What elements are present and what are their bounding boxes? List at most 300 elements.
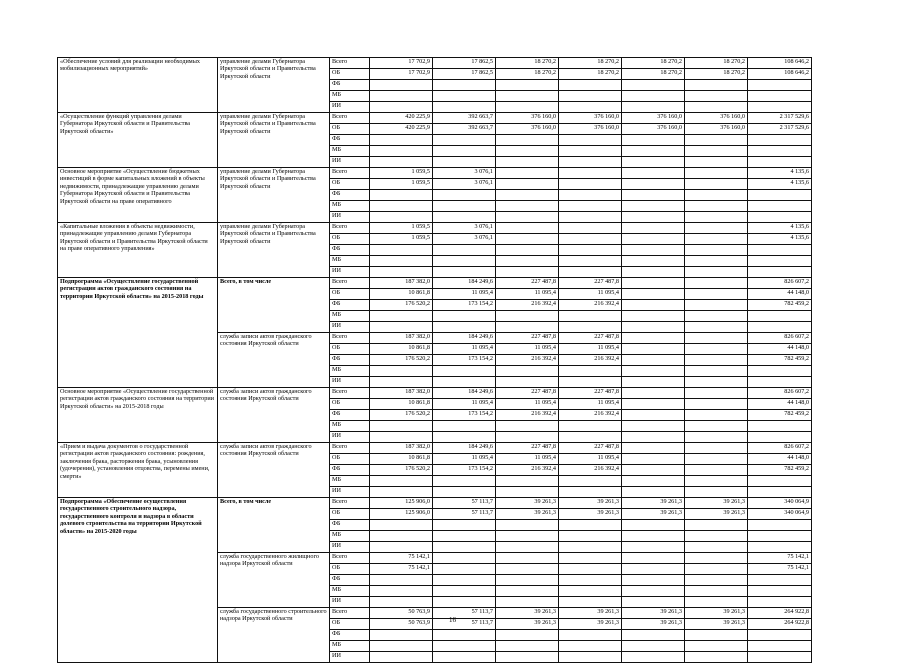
total-value-cell: 75 142,1	[748, 564, 812, 575]
year-value-cell	[685, 91, 748, 102]
year-value-cell	[685, 575, 748, 586]
year-value-cell: 11 095,4	[496, 454, 559, 465]
year-value-cell	[622, 520, 685, 531]
year-value-cell	[685, 630, 748, 641]
year-value-cell: 57 113,7	[433, 509, 496, 520]
year-value-cell: 17 862,5	[433, 58, 496, 69]
year-value-cell	[496, 564, 559, 575]
year-value-cell	[622, 421, 685, 432]
year-value-cell: 75 142,1	[370, 553, 433, 564]
year-value-cell: 39 261,3	[559, 608, 622, 619]
year-value-cell	[433, 91, 496, 102]
year-value-cell	[433, 80, 496, 91]
year-value-cell	[559, 476, 622, 487]
year-value-cell	[496, 212, 559, 223]
funding-source-cell: ФБ	[330, 355, 370, 366]
funding-source-cell: ФБ	[330, 465, 370, 476]
year-value-cell	[370, 531, 433, 542]
year-value-cell: 39 261,3	[685, 498, 748, 509]
program-name-cell: «Осуществление функций управления делами Губернатора Иркутской области и Правительства Иркутской области»	[58, 113, 218, 168]
total-value-cell: 782 459,2	[748, 465, 812, 476]
year-value-cell	[559, 421, 622, 432]
document-page	[57, 57, 811, 663]
year-value-cell: 184 249,6	[433, 388, 496, 399]
year-value-cell	[559, 586, 622, 597]
year-value-cell: 376 160,0	[685, 113, 748, 124]
total-value-cell	[748, 157, 812, 168]
total-value-cell: 264 922,8	[748, 619, 812, 630]
total-value-cell: 4 135,6	[748, 234, 812, 245]
table-row	[58, 443, 812, 454]
year-value-cell	[622, 245, 685, 256]
year-value-cell	[622, 553, 685, 564]
total-value-cell	[748, 630, 812, 641]
year-value-cell	[496, 476, 559, 487]
year-value-cell	[559, 432, 622, 443]
year-value-cell	[370, 322, 433, 333]
year-value-cell	[559, 564, 622, 575]
year-value-cell	[559, 366, 622, 377]
year-value-cell: 10 861,8	[370, 289, 433, 300]
year-value-cell	[685, 157, 748, 168]
year-value-cell	[433, 597, 496, 608]
program-name-cell: «Прием и выдача документов о государственной регистрации актов гражданского состояния: рождения, заключения брака, расторжения брака, усыновления (удочерения), установления отцовства, перемены имени, смерти»	[58, 443, 218, 498]
total-value-cell	[748, 102, 812, 113]
funding-source-cell: ОБ	[330, 399, 370, 410]
year-value-cell	[370, 520, 433, 531]
year-value-cell	[685, 245, 748, 256]
year-value-cell	[685, 344, 748, 355]
program-name-cell: «Обеспечение условий для реализации необходимых мобилизационных мероприятий»	[58, 58, 218, 113]
total-value-cell: 2 317 529,6	[748, 113, 812, 124]
year-value-cell	[685, 366, 748, 377]
executor-cell: управление делами Губернатора Иркутской области и Правительства Иркутской области	[218, 58, 330, 113]
year-value-cell: 184 249,6	[433, 333, 496, 344]
year-value-cell: 39 261,3	[496, 498, 559, 509]
total-value-cell: 4 135,6	[748, 168, 812, 179]
year-value-cell	[622, 311, 685, 322]
year-value-cell	[559, 487, 622, 498]
funding-source-cell: ФБ	[330, 300, 370, 311]
year-value-cell	[685, 520, 748, 531]
total-value-cell	[748, 652, 812, 663]
total-value-cell: 826 607,2	[748, 333, 812, 344]
total-value-cell	[748, 201, 812, 212]
year-value-cell	[433, 564, 496, 575]
year-value-cell	[685, 234, 748, 245]
year-value-cell: 227 487,8	[559, 278, 622, 289]
year-value-cell	[370, 157, 433, 168]
year-value-cell: 125 906,0	[370, 509, 433, 520]
total-value-cell	[748, 597, 812, 608]
year-value-cell	[496, 586, 559, 597]
year-value-cell: 376 160,0	[559, 113, 622, 124]
year-value-cell	[433, 311, 496, 322]
funding-source-cell: ОБ	[330, 69, 370, 80]
year-value-cell: 11 095,4	[433, 344, 496, 355]
year-value-cell	[685, 421, 748, 432]
year-value-cell	[433, 146, 496, 157]
year-value-cell	[685, 135, 748, 146]
total-value-cell	[748, 146, 812, 157]
year-value-cell: 227 487,8	[559, 333, 622, 344]
year-value-cell	[685, 553, 748, 564]
year-value-cell: 18 270,2	[559, 58, 622, 69]
year-value-cell: 187 382,0	[370, 443, 433, 454]
total-value-cell	[748, 432, 812, 443]
year-value-cell: 184 249,6	[433, 443, 496, 454]
year-value-cell: 187 382,0	[370, 388, 433, 399]
year-value-cell: 39 261,3	[559, 498, 622, 509]
year-value-cell	[622, 586, 685, 597]
year-value-cell	[496, 190, 559, 201]
year-value-cell	[622, 223, 685, 234]
year-value-cell	[559, 157, 622, 168]
year-value-cell	[370, 377, 433, 388]
year-value-cell	[433, 212, 496, 223]
year-value-cell	[559, 223, 622, 234]
program-name-cell: Основное мероприятие «Осуществление бюджетных инвестиций в форме капитальных вложений в объекты недвижимости, принадлежащие управлению делами Губернатора Иркутской области и Правительства Иркутской области на праве оперативного	[58, 168, 218, 223]
year-value-cell	[559, 641, 622, 652]
year-value-cell	[622, 652, 685, 663]
year-value-cell	[622, 344, 685, 355]
year-value-cell	[622, 333, 685, 344]
year-value-cell	[433, 366, 496, 377]
year-value-cell	[496, 223, 559, 234]
year-value-cell	[496, 234, 559, 245]
year-value-cell	[433, 630, 496, 641]
total-value-cell	[748, 421, 812, 432]
year-value-cell: 57 113,7	[433, 608, 496, 619]
funding-source-cell: ОБ	[330, 509, 370, 520]
funding-source-cell: Всего	[330, 498, 370, 509]
year-value-cell	[433, 553, 496, 564]
year-value-cell	[496, 575, 559, 586]
year-value-cell	[496, 652, 559, 663]
executor-cell: управление делами Губернатора Иркутской области и Правительства Иркутской области	[218, 223, 330, 278]
year-value-cell	[370, 630, 433, 641]
year-value-cell: 11 095,4	[496, 289, 559, 300]
year-value-cell	[622, 476, 685, 487]
total-value-cell: 264 922,8	[748, 608, 812, 619]
year-value-cell	[496, 597, 559, 608]
year-value-cell	[559, 630, 622, 641]
funding-source-cell: ИИ	[330, 267, 370, 278]
total-value-cell	[748, 80, 812, 91]
year-value-cell	[685, 410, 748, 421]
year-value-cell	[559, 256, 622, 267]
year-value-cell: 227 487,8	[496, 278, 559, 289]
year-value-cell: 1 059,5	[370, 234, 433, 245]
year-value-cell	[370, 542, 433, 553]
year-value-cell: 216 392,4	[559, 300, 622, 311]
funding-source-cell: ФБ	[330, 520, 370, 531]
year-value-cell	[433, 520, 496, 531]
year-value-cell: 11 095,4	[559, 399, 622, 410]
year-value-cell	[622, 399, 685, 410]
year-value-cell	[496, 179, 559, 190]
funding-source-cell: ИИ	[330, 102, 370, 113]
year-value-cell	[433, 245, 496, 256]
year-value-cell: 227 487,8	[496, 388, 559, 399]
funding-source-cell: Всего	[330, 388, 370, 399]
funding-source-cell: ИИ	[330, 157, 370, 168]
total-value-cell: 4 135,6	[748, 223, 812, 234]
year-value-cell: 11 095,4	[559, 289, 622, 300]
year-value-cell	[685, 597, 748, 608]
total-value-cell: 782 459,2	[748, 410, 812, 421]
table-row	[58, 498, 812, 509]
year-value-cell: 11 095,4	[433, 399, 496, 410]
year-value-cell: 376 160,0	[559, 124, 622, 135]
table-body	[58, 58, 812, 663]
year-value-cell: 216 392,4	[496, 355, 559, 366]
year-value-cell: 173 154,2	[433, 300, 496, 311]
year-value-cell: 216 392,4	[496, 465, 559, 476]
funding-source-cell: Всего	[330, 443, 370, 454]
total-value-cell	[748, 586, 812, 597]
year-value-cell: 420 225,9	[370, 124, 433, 135]
year-value-cell	[433, 575, 496, 586]
year-value-cell	[559, 80, 622, 91]
year-value-cell: 216 392,4	[559, 410, 622, 421]
year-value-cell: 18 270,2	[685, 69, 748, 80]
total-value-cell	[748, 366, 812, 377]
year-value-cell	[685, 333, 748, 344]
year-value-cell	[370, 245, 433, 256]
total-value-cell	[748, 377, 812, 388]
year-value-cell	[559, 597, 622, 608]
year-value-cell	[433, 102, 496, 113]
year-value-cell	[496, 267, 559, 278]
year-value-cell	[496, 531, 559, 542]
year-value-cell	[622, 487, 685, 498]
year-value-cell	[496, 157, 559, 168]
year-value-cell: 18 270,2	[622, 69, 685, 80]
year-value-cell	[622, 201, 685, 212]
total-value-cell	[748, 91, 812, 102]
total-value-cell	[748, 487, 812, 498]
year-value-cell	[433, 190, 496, 201]
funding-source-cell: ФБ	[330, 245, 370, 256]
year-value-cell: 187 382,0	[370, 278, 433, 289]
year-value-cell	[685, 267, 748, 278]
year-value-cell	[685, 146, 748, 157]
year-value-cell	[622, 432, 685, 443]
year-value-cell	[685, 179, 748, 190]
year-value-cell	[685, 388, 748, 399]
program-name-cell: Основное мероприятие «Осуществление государственной регистрации актов гражданского состояния на территории Иркутской области» на 2015-2018 годы	[58, 388, 218, 443]
total-value-cell: 782 459,2	[748, 355, 812, 366]
year-value-cell	[559, 377, 622, 388]
year-value-cell	[370, 476, 433, 487]
funding-source-cell: ОБ	[330, 234, 370, 245]
total-value-cell	[748, 311, 812, 322]
executor-cell: служба государственного строительного надзора Иркутской области	[218, 608, 330, 663]
year-value-cell	[433, 322, 496, 333]
year-value-cell: 392 663,7	[433, 113, 496, 124]
total-value-cell: 44 148,0	[748, 454, 812, 465]
year-value-cell	[559, 212, 622, 223]
year-value-cell	[559, 234, 622, 245]
funding-source-cell: ОБ	[330, 289, 370, 300]
total-value-cell	[748, 245, 812, 256]
year-value-cell	[370, 267, 433, 278]
year-value-cell	[559, 652, 622, 663]
executor-cell: служба записи актов гражданского состояния Иркутской области	[218, 333, 330, 388]
total-value-cell: 75 142,1	[748, 553, 812, 564]
year-value-cell: 18 270,2	[559, 69, 622, 80]
year-value-cell	[622, 355, 685, 366]
year-value-cell	[685, 80, 748, 91]
table-row	[58, 168, 812, 179]
funding-source-cell: МБ	[330, 531, 370, 542]
year-value-cell	[622, 234, 685, 245]
year-value-cell: 376 160,0	[496, 113, 559, 124]
year-value-cell	[559, 575, 622, 586]
funding-source-cell: ФБ	[330, 190, 370, 201]
program-name-cell: «Капитальные вложения в объекты недвижимости, принадлежащие управлению делами Губернатора Иркутской области и Правительства Иркутской области на праве оперативного управления»	[58, 223, 218, 278]
year-value-cell	[433, 377, 496, 388]
year-value-cell: 11 095,4	[496, 344, 559, 355]
executor-cell: служба записи актов гражданского состояния Иркутской области	[218, 388, 330, 443]
year-value-cell: 3 076,1	[433, 234, 496, 245]
year-value-cell	[496, 487, 559, 498]
year-value-cell	[370, 80, 433, 91]
year-value-cell	[559, 267, 622, 278]
year-value-cell: 39 261,3	[685, 608, 748, 619]
year-value-cell	[433, 531, 496, 542]
year-value-cell	[496, 553, 559, 564]
year-value-cell	[685, 168, 748, 179]
table-row	[58, 388, 812, 399]
year-value-cell	[622, 454, 685, 465]
year-value-cell	[685, 256, 748, 267]
year-value-cell	[496, 146, 559, 157]
total-value-cell	[748, 135, 812, 146]
year-value-cell	[685, 564, 748, 575]
year-value-cell	[685, 355, 748, 366]
year-value-cell	[685, 542, 748, 553]
funding-source-cell: ИИ	[330, 377, 370, 388]
year-value-cell	[622, 157, 685, 168]
year-value-cell	[370, 487, 433, 498]
year-value-cell	[685, 377, 748, 388]
year-value-cell	[559, 531, 622, 542]
total-value-cell: 826 607,2	[748, 278, 812, 289]
year-value-cell: 1 059,5	[370, 168, 433, 179]
funding-source-cell: Всего	[330, 58, 370, 69]
year-value-cell	[622, 102, 685, 113]
year-value-cell	[622, 179, 685, 190]
funding-source-cell: МБ	[330, 421, 370, 432]
year-value-cell	[622, 256, 685, 267]
executor-cell: служба записи актов гражданского состояния Иркутской области	[218, 443, 330, 498]
year-value-cell: 39 261,3	[685, 619, 748, 630]
funding-source-cell: Всего	[330, 333, 370, 344]
year-value-cell	[559, 135, 622, 146]
year-value-cell	[622, 135, 685, 146]
funding-source-cell: ИИ	[330, 652, 370, 663]
year-value-cell	[622, 80, 685, 91]
year-value-cell	[559, 102, 622, 113]
executor-cell: управление делами Губернатора Иркутской области и Правительства Иркутской области	[218, 168, 330, 223]
total-value-cell	[748, 212, 812, 223]
funding-source-cell: Всего	[330, 113, 370, 124]
year-value-cell: 376 160,0	[622, 124, 685, 135]
funding-source-cell: ОБ	[330, 454, 370, 465]
year-value-cell	[370, 597, 433, 608]
year-value-cell: 50 763,9	[370, 619, 433, 630]
year-value-cell	[433, 421, 496, 432]
year-value-cell: 173 154,2	[433, 355, 496, 366]
page-number: 16	[449, 616, 456, 624]
year-value-cell	[559, 91, 622, 102]
year-value-cell: 125 906,0	[370, 498, 433, 509]
year-value-cell	[685, 454, 748, 465]
year-value-cell	[622, 465, 685, 476]
year-value-cell	[622, 531, 685, 542]
executor-cell: Всего, в том числе	[218, 278, 330, 333]
funding-source-cell: ФБ	[330, 410, 370, 421]
funding-source-cell: ОБ	[330, 564, 370, 575]
year-value-cell	[370, 102, 433, 113]
year-value-cell	[685, 443, 748, 454]
funding-source-cell: ИИ	[330, 322, 370, 333]
year-value-cell: 11 095,4	[559, 454, 622, 465]
year-value-cell	[370, 146, 433, 157]
year-value-cell	[685, 322, 748, 333]
year-value-cell	[559, 201, 622, 212]
year-value-cell	[559, 311, 622, 322]
year-value-cell: 39 261,3	[685, 509, 748, 520]
year-value-cell: 216 392,4	[559, 355, 622, 366]
total-value-cell	[748, 322, 812, 333]
funding-source-cell: МБ	[330, 586, 370, 597]
year-value-cell	[496, 256, 559, 267]
year-value-cell	[685, 476, 748, 487]
year-value-cell	[622, 300, 685, 311]
year-value-cell: 11 095,4	[433, 454, 496, 465]
year-value-cell: 17 702,9	[370, 69, 433, 80]
year-value-cell	[622, 641, 685, 652]
year-value-cell	[433, 641, 496, 652]
year-value-cell	[496, 366, 559, 377]
total-value-cell: 108 646,2	[748, 58, 812, 69]
year-value-cell: 227 487,8	[559, 388, 622, 399]
year-value-cell: 3 076,1	[433, 179, 496, 190]
year-value-cell	[622, 377, 685, 388]
year-value-cell	[370, 421, 433, 432]
year-value-cell	[496, 91, 559, 102]
year-value-cell	[622, 575, 685, 586]
total-value-cell: 44 148,0	[748, 289, 812, 300]
year-value-cell	[622, 388, 685, 399]
year-value-cell	[622, 564, 685, 575]
year-value-cell	[433, 487, 496, 498]
year-value-cell	[370, 432, 433, 443]
table-row	[58, 58, 812, 69]
year-value-cell: 227 487,8	[559, 443, 622, 454]
year-value-cell	[433, 201, 496, 212]
year-value-cell	[622, 267, 685, 278]
total-value-cell	[748, 531, 812, 542]
year-value-cell: 17 702,9	[370, 58, 433, 69]
year-value-cell: 227 487,8	[496, 333, 559, 344]
total-value-cell: 782 459,2	[748, 300, 812, 311]
year-value-cell: 17 862,5	[433, 69, 496, 80]
funding-source-cell: ИИ	[330, 212, 370, 223]
